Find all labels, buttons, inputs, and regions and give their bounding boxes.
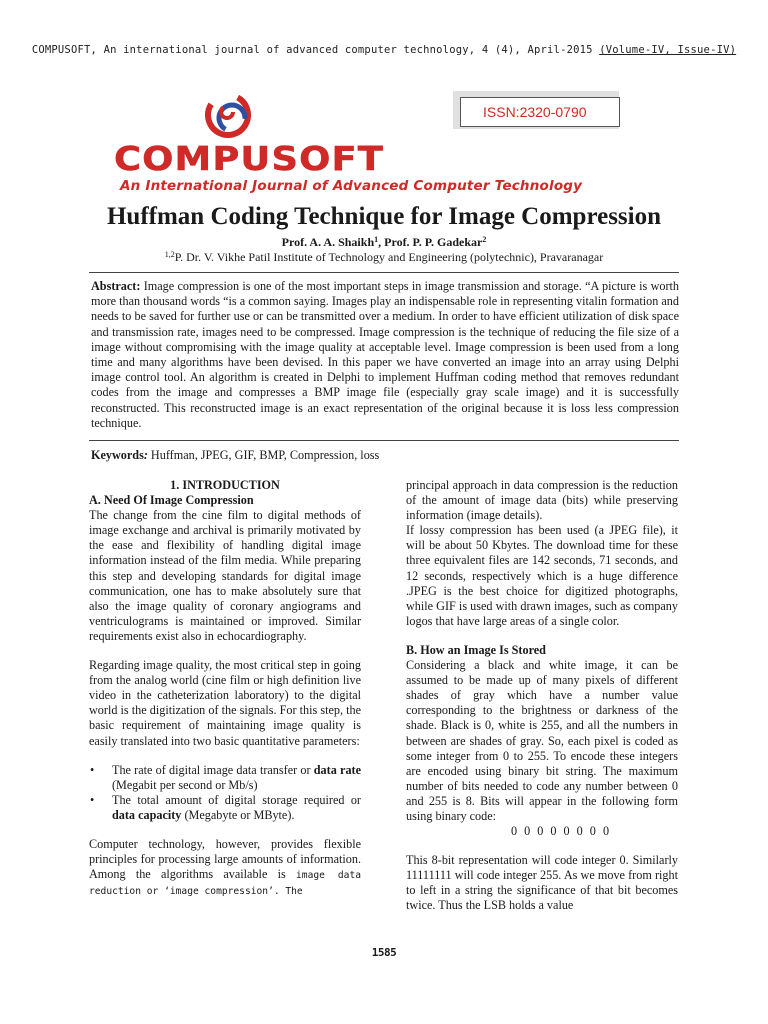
author-separator: , <box>378 235 385 249</box>
logo-swirl-icon <box>201 90 256 142</box>
running-header-volume: (Volume-IV, Issue-IV) <box>599 44 737 56</box>
paragraph: Regarding image quality, the most critical step in going from the analog world (cine film or high definition live video in the catheterization laboratory) to the digital world is the digitization of the signals. For this step, the basic requirement of maintaining image quality is easily translated into two basic quantitative parameters: <box>89 658 361 748</box>
abstract-top-rule <box>89 272 679 273</box>
author-1: Prof. A. A. Shaikh <box>281 235 375 249</box>
paragraph: principal approach in data compression is the reduction of the amount of image data (bits) while preserving information (image details). <box>406 478 678 523</box>
affiliation <box>0 250 768 265</box>
affiliation-text: P. Dr. V. Vikhe Patil Institute of Technology and Engineering (polytechnic), Pravaranagar <box>174 250 604 264</box>
keywords <box>91 448 379 463</box>
author-1-sup: 1 <box>374 235 379 244</box>
running-header <box>0 44 768 56</box>
paragraph: Computer technology, however, provides flexible principles for processing large amounts of information. Among the algorithms available is image data reduction or ‘image compression’. The <box>89 836 361 898</box>
logo-wordmark: COMPUSOFT <box>114 139 384 178</box>
keywords-text: Huffman, JPEG, GIF, BMP, Compression, loss <box>147 448 380 462</box>
bullet-list <box>89 763 361 823</box>
paragraph: This 8-bit representation will code integer 0. Similarly 11111111 will code integer 255. As we move from right to left in a string the significance of that bit becomes twice. Thus the LSB holds a value <box>406 853 678 913</box>
abstract-bottom-rule <box>89 440 679 441</box>
list-item: • The rate of digital image data transfer or data rate (Megabit per second or Mb/s) <box>90 762 362 792</box>
author-2: Prof. P. P. Gadekar <box>384 235 483 249</box>
paragraph: If lossy compression has been used (a JPEG file), it will be about 50 Kbytes. The download time for these three equivalent files are 142 seconds, 71 seconds, and 12 seconds, respectively which is a huge difference .JPEG is the best choice for digitized photographs, while GIF is used with drawn images, such as company logos that have large areas of a single color. <box>406 523 678 628</box>
abstract <box>91 279 679 431</box>
keywords-label: Keywords: <box>91 448 148 462</box>
bullet-icon: • <box>90 792 95 807</box>
list-item: • The total amount of digital storage required or data capacity (Megabyte or MByte). <box>90 792 361 822</box>
paragraph: The change from the cine film to digital methods of image exchange and archival is primarily motivated by the ease and flexibility of handling digital image information instead of the film media. While preparing this step and developing standards for digital image communication, one has to make absolutely sure that also the image quality of coronary angiograms and ventriculograms is maintained or improved. Similar requirements exist also in echocardiography. <box>89 508 361 643</box>
subsection-heading-a: A. Need Of Image Compression <box>89 493 254 508</box>
bullet-icon: • <box>90 762 95 777</box>
left-column <box>89 478 361 899</box>
right-column <box>406 478 678 914</box>
authors <box>0 235 768 250</box>
logo-tagline: An International Journal of Advanced Computer Technology <box>120 178 583 194</box>
compusoft-logo <box>110 90 390 180</box>
abstract-label: Abstract: <box>91 279 141 293</box>
issn-box: ISSN:2320-0790 <box>460 97 620 127</box>
section-heading-introduction: 1. INTRODUCTION <box>170 478 280 492</box>
page-number: 1585 <box>371 946 397 959</box>
author-2-sup: 2 <box>482 235 487 244</box>
running-header-text: COMPUSOFT, An international journal of advanced computer technology, 4 (4), April-2015 <box>31 44 600 56</box>
paper-title: Huffman Coding Technique for Image Compression <box>106 203 662 230</box>
affiliation-sup: 1,2 <box>164 250 175 259</box>
binary-code-example: 0 0 0 0 0 0 0 0 <box>510 824 612 839</box>
subsection-heading-b: B. How an Image Is Stored <box>406 642 546 657</box>
paragraph: Considering a black and white image, it can be assumed to be made up of many pixels of different shades of gray which have a number value corresponding to the brightness or darkness of the shade. Black is 0, white is 255, and all the numbers in between are shades of gray. So, each pixel is coded as some integer from 0 to 255. To encode these integers are encoded using binary bit string. The maximum number of bits needed to code any number between 0 and 255 is 8. Bits will appear in the following form using binary code: <box>406 658 678 823</box>
abstract-text: Image compression is one of the most important steps in image transmission and storage. “A picture is worth more than thousand words “is a common saying. Images play an indispensable role in representing vitalin formation and needs to be saved for further use or can be transmitted over a medium. In order to have efficient utilization of disk space and transmission rate, images need to be compressed. Image compression is the technique of reducing the file size of a image without compromising with the image quality at acceptable level. Image compression is been used from a long time and many algorithms have been devised. In this paper we have converted an image into an array using Delphi image control tool. An algorithm is created in Delphi to implement Huffman coding method that removes redundant codes from the image and compresses a BMP image file (especially gray scale image) and it is successfully reconstructed. This reconstructed image is an exact representation of the original because it is loss less compression technique. <box>91 279 679 430</box>
